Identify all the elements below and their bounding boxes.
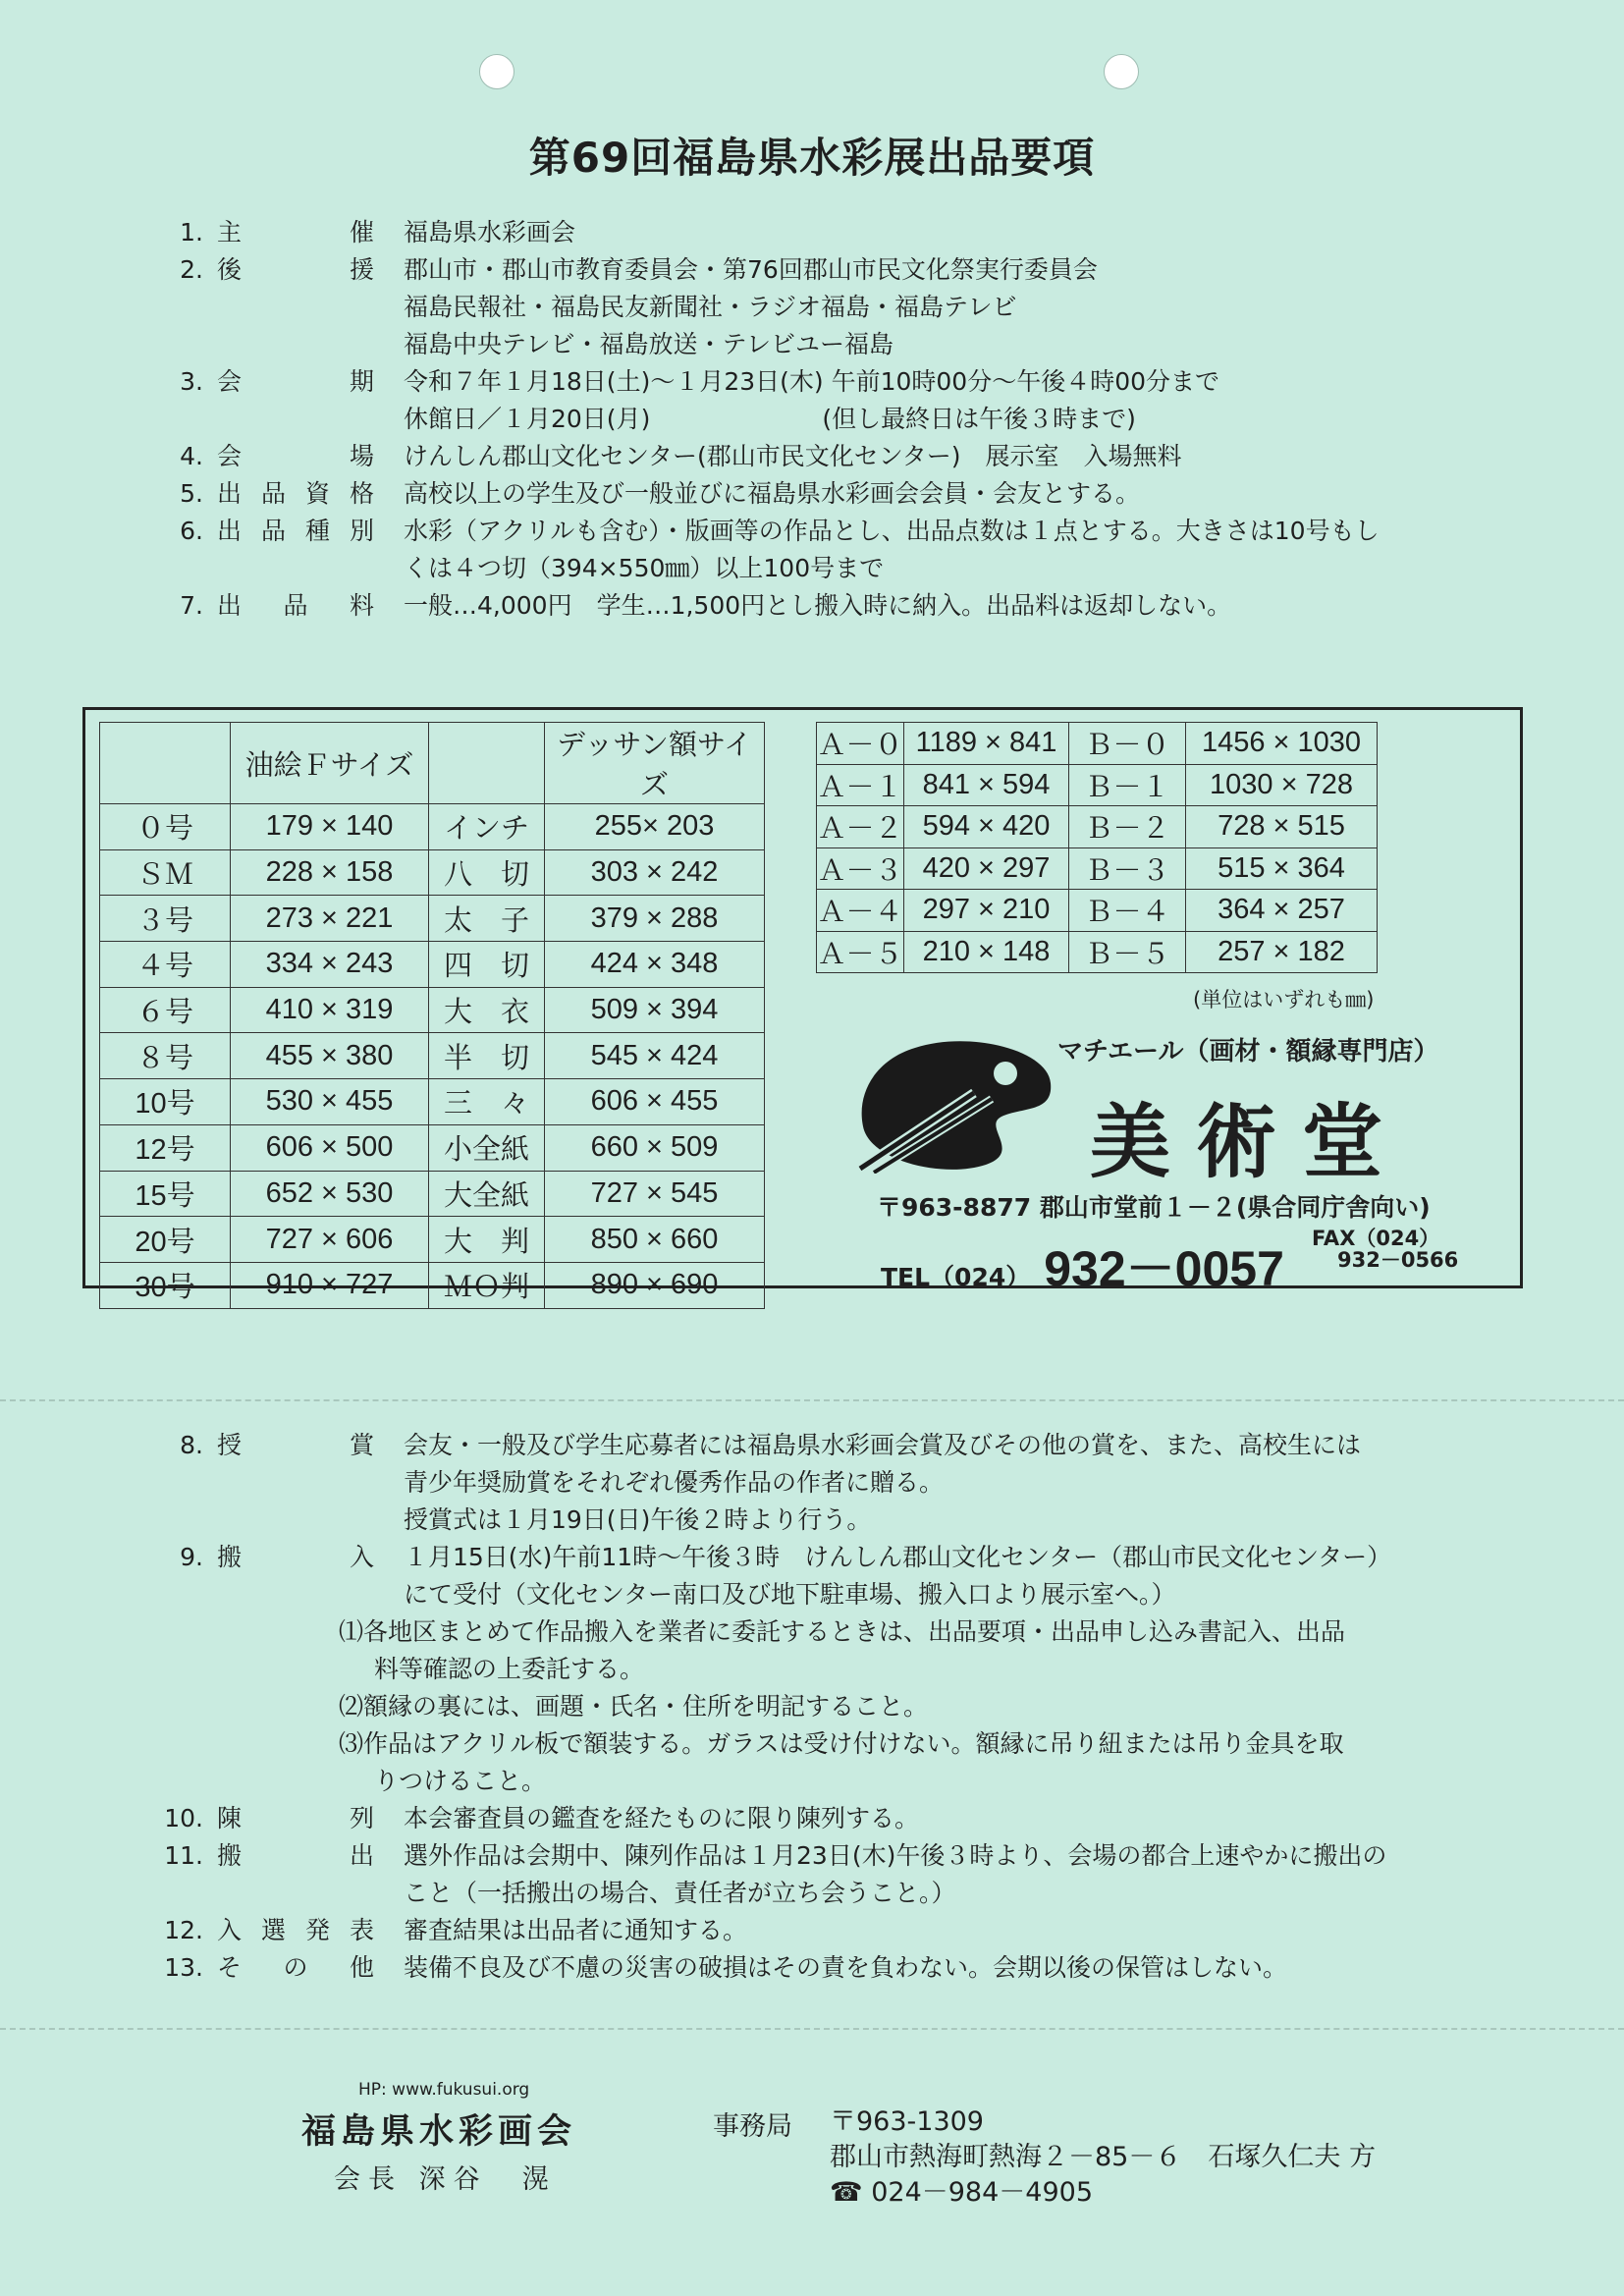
item-value: 高校以上の学生及び一般並びに福島県水彩画会会員・会友とする。 [404,479,1141,508]
shop-tel-label: TEL（024） [881,1263,1031,1291]
item-value-continued: にて受付（文化センター南口及び地下駐車場、搬入口より展示室へ。） [404,1580,1176,1609]
item-value: １月15日(水)午前11時～午後３時 けんしん郡山文化センター（郡山市民文化センター） [404,1543,1392,1571]
sub-item-line: ⑵額縁の裏には、画題・氏名・住所を明記すること。 [339,1692,929,1721]
size-table-cell: 228 × 158 [231,849,429,896]
item-value: 一般…4,000円 学生…1,500円とし搬入時に納入。出品料は返却しない。 [404,591,1232,620]
shop-phone [881,1230,1284,1300]
size-table-cell: 530 × 455 [231,1079,429,1125]
paper-table-cell: Ａ－５ [817,931,904,973]
size-table-row [100,987,765,1033]
size-table-cell: 12号 [100,1124,231,1171]
size-table-cell: ４号 [100,942,231,988]
item-label: 後 援 [217,255,374,284]
shop-subtitle: マチエール（画材・額縁専門店） [1057,1037,1439,1066]
paper-table-cell: Ｂ－２ [1069,806,1186,848]
item-row [152,475,1488,513]
paper-size-table [816,722,1378,973]
size-table-cell: ３号 [100,896,231,942]
office-label: 事務局 [713,2111,792,2142]
item-label: 出品種別 [217,517,374,545]
size-table-cell: 15号 [100,1171,231,1217]
size-table-cell: 四 切 [429,942,545,988]
shop-tel-number: 932－0057 [1044,1241,1284,1296]
paper-table-cell: Ｂ－４ [1069,890,1186,932]
size-table-cell: 410 × 319 [231,987,429,1033]
item-label: 授 賞 [217,1431,374,1459]
size-table-cell: 10号 [100,1079,231,1125]
paper-table-cell: 1030 × 728 [1186,764,1378,806]
punch-hole-right [1104,54,1139,89]
size-table-cell: ＳＭ [100,849,231,896]
item-number: 8. [180,1431,203,1459]
item-number: 2. [180,255,203,284]
item-row [152,251,1488,289]
size-table-cell: 660 × 509 [545,1124,765,1171]
item-number: 12. [164,1916,203,1944]
size-table-cell: 424 × 348 [545,942,765,988]
size-table-cell: 545 × 424 [545,1033,765,1079]
item-number: 5. [180,479,203,508]
item-row [152,1800,1488,1837]
item-number: 3. [180,367,203,396]
item-row [152,1912,1488,1949]
size-table-header [100,723,231,804]
size-table-cell: 273 × 221 [231,896,429,942]
paper-table-cell: Ｂ－５ [1069,931,1186,973]
size-table-cell: ６号 [100,987,231,1033]
size-table-cell: 379 × 288 [545,896,765,942]
shop-fax-label: FAX（024） [1312,1227,1440,1250]
item-label: 入選発表 [217,1916,374,1944]
item-value-continued: 青少年奨励賞をそれぞれ優秀作品の作者に贈る。 [404,1468,945,1497]
item-label: 会 場 [217,442,374,470]
item-label: 出品料 [217,591,374,620]
item-value: 令和７年１月18日(土)～１月23日(木) 午前10時00分～午後４時00分まで [404,367,1220,396]
item-value-continued: 福島民報社・福島民友新聞社・ラジオ福島・福島テレビ [404,293,1017,321]
size-table-header: デッサン額サイズ [545,723,765,804]
sub-item-line: 料等確認の上委託する。 [374,1655,645,1683]
item-label: 出品資格 [217,479,374,508]
paper-table-cell: 257 × 182 [1186,931,1378,973]
office-contact [830,2105,1376,2211]
item-number: 10. [164,1804,203,1832]
paper-table-cell: Ａ－４ [817,890,904,932]
paper-table-cell: Ａ－３ [817,847,904,890]
item-number: 4. [180,442,203,470]
item-row [152,1539,1488,1576]
shop-fax [1312,1228,1458,1271]
paper-table-row [817,931,1378,973]
item-value: 装備不良及び不慮の災害の破損はその責を負わない。会期以後の保管はしない。 [404,1953,1288,1982]
paper-table-row [817,806,1378,848]
size-table-cell: 455 × 380 [231,1033,429,1079]
item-number: 1. [180,218,203,246]
size-table [99,722,765,1309]
size-table-cell: 652 × 530 [231,1171,429,1217]
size-table-cell: 727 × 606 [231,1217,429,1263]
size-table-cell: ０号 [100,804,231,850]
item-value: けんしん郡山文化センター(郡山市民文化センター) 展示室 入場無料 [404,442,1182,470]
size-table-cell: 303 × 242 [545,849,765,896]
size-table-cell: 727 × 545 [545,1171,765,1217]
size-table-cell: 850 × 660 [545,1217,765,1263]
guideline-section-2 [152,1427,1488,1987]
size-table-cell: 509 × 394 [545,987,765,1033]
size-table-row [100,1262,765,1308]
shop-fax-number: 932－0566 [1337,1248,1459,1272]
paper-table-cell: 1456 × 1030 [1186,723,1378,765]
item-value-continued: くは４つ切（394×550㎜）以上100号まで [404,554,885,582]
paper-table-cell: 297 × 210 [904,890,1069,932]
size-table-row [100,849,765,896]
paper-table-cell: Ａ－２ [817,806,904,848]
item-row [152,513,1488,550]
paper-table-cell: 420 × 297 [904,847,1069,890]
item-value: 審査結果は出品者に通知する。 [404,1916,748,1944]
item-value: 郡山市・郡山市教育委員会・第76回郡山市民文化祭実行委員会 [404,255,1098,284]
item-label: その他 [217,1953,374,1982]
organization-name: 福島県水彩画会 [301,2112,577,2152]
size-table-row [100,1171,765,1217]
palette-logo-icon [856,1036,1057,1174]
office-phone: ☎ 024－984－4905 [830,2177,1093,2208]
item-row [152,438,1488,475]
item-value-continued: 福島中央テレビ・福島放送・テレビユー福島 [404,330,894,358]
item-label: 搬 入 [217,1543,374,1571]
item-number: 7. [180,591,203,620]
size-table-cell: 30号 [100,1262,231,1308]
item-value: 水彩（アクリルも含む）・版画等の作品とし、出品点数は１点とする。大きさは10号もし [404,517,1380,545]
paper-table-cell: Ｂ－３ [1069,847,1186,890]
size-table-cell: 179 × 140 [231,804,429,850]
unit-note: (単位はいずれも㎜) [1193,988,1375,1011]
paper-table-cell: Ｂ－１ [1069,764,1186,806]
size-table-cell: ８号 [100,1033,231,1079]
paper-table-cell: 1189 × 841 [904,723,1069,765]
item-label: 陳 列 [217,1804,374,1832]
size-table-header [429,723,545,804]
item-row [152,587,1488,625]
item-value: 会友・一般及び学生応募者には福島県水彩画会賞及びその他の賞を、また、高校生には [404,1431,1362,1459]
item-value-continued: こと（一括搬出の場合、責任者が立ち会うこと。） [404,1879,956,1907]
size-table-row [100,896,765,942]
size-table-row [100,804,765,850]
item-label: 主 催 [217,218,374,246]
item-value: 福島県水彩画会 [404,218,576,246]
item-row [152,1837,1488,1875]
shop-name: 美術堂 [1090,1095,1409,1189]
paper-table-cell: 841 × 594 [904,764,1069,806]
size-table-cell: 小全紙 [429,1124,545,1171]
paper-table-row [817,847,1378,890]
size-table-cell: インチ [429,804,545,850]
item-number: 9. [180,1543,203,1571]
size-table-cell: 334 × 243 [231,942,429,988]
item-row [152,1427,1488,1464]
sub-item-line: ⑴各地区まとめて作品搬入を業者に委託するときは、出品要項・出品申し込み書記入、出品 [339,1617,1346,1646]
guideline-section-1 [152,214,1488,625]
paper-table-cell: Ｂ－０ [1069,723,1186,765]
size-table-cell: 606 × 455 [545,1079,765,1125]
page-title: 第69回福島県水彩展出品要項 [528,134,1096,182]
homepage-url: HP: www.fukusui.org [358,2080,530,2100]
paper-table-cell: Ａ－１ [817,764,904,806]
shop-address: 〒963-8877 郡山市堂前１－２(県合同庁舎向い) [877,1193,1431,1222]
size-table-row [100,1079,765,1125]
size-table-row [100,942,765,988]
item-value-continued: 休館日／１月20日(月) (但し最終日は午後３時まで) [404,405,1136,433]
size-table-cell: 大全紙 [429,1171,545,1217]
paper-table-cell: 364 × 257 [1186,890,1378,932]
size-table-row [100,1124,765,1171]
size-table-cell: 太 子 [429,896,545,942]
punch-hole-left [479,54,514,89]
paper-table-cell: Ａ－０ [817,723,904,765]
size-table-cell: 606 × 500 [231,1124,429,1171]
item-row [152,214,1488,251]
paper-table-cell: 728 × 515 [1186,806,1378,848]
size-table-cell: 910 × 727 [231,1262,429,1308]
paper-table-cell: 594 × 420 [904,806,1069,848]
size-table-cell: 大 判 [429,1217,545,1263]
fold-line [0,1399,1624,1401]
size-table-cell: 255× 203 [545,804,765,850]
size-table-cell: 890 × 690 [545,1262,765,1308]
paper-table-row [817,890,1378,932]
item-number: 6. [180,517,203,545]
fold-line [0,2028,1624,2030]
sub-item-line: ⑶作品はアクリル板で額装する。ガラスは受け付けない。額縁に吊り紐または吊り金具を取 [339,1729,1344,1758]
office-postal: 〒963-1309 [830,2106,984,2137]
size-table-row [100,1217,765,1263]
item-label: 搬 出 [217,1841,374,1870]
item-value-continued: 授賞式は１月19日(日)午後２時より行う。 [404,1505,872,1534]
paper-table-row [817,723,1378,765]
office-address: 郡山市熱海町熱海２－85－６ 石塚久仁夫 方 [830,2142,1376,2172]
size-table-cell: 八 切 [429,849,545,896]
paper-table-cell: 515 × 364 [1186,847,1378,890]
paper-table-row [817,764,1378,806]
size-table-cell: 半 切 [429,1033,545,1079]
item-label: 会 期 [217,367,374,396]
item-row [152,363,1488,401]
item-number: 13. [164,1953,203,1982]
item-value: 選外作品は会期中、陳列作品は１月23日(木)午後３時より、会場の都合上速やかに搬出の [404,1841,1387,1870]
size-table-cell: ＭＯ判 [429,1262,545,1308]
president-name: 会長 深谷 滉 [334,2164,557,2195]
size-table-row [100,1033,765,1079]
item-number: 11. [164,1841,203,1870]
size-table-cell: 20号 [100,1217,231,1263]
size-table-cell: 大 衣 [429,987,545,1033]
item-row [152,1949,1488,1987]
paper-table-cell: 210 × 148 [904,931,1069,973]
size-table-header: 油絵Ｆサイズ [231,723,429,804]
size-table-cell: 三 々 [429,1079,545,1125]
sub-item-line: りつけること。 [374,1767,547,1795]
item-value: 本会審査員の鑑査を経たものに限り陳列する。 [404,1804,920,1832]
